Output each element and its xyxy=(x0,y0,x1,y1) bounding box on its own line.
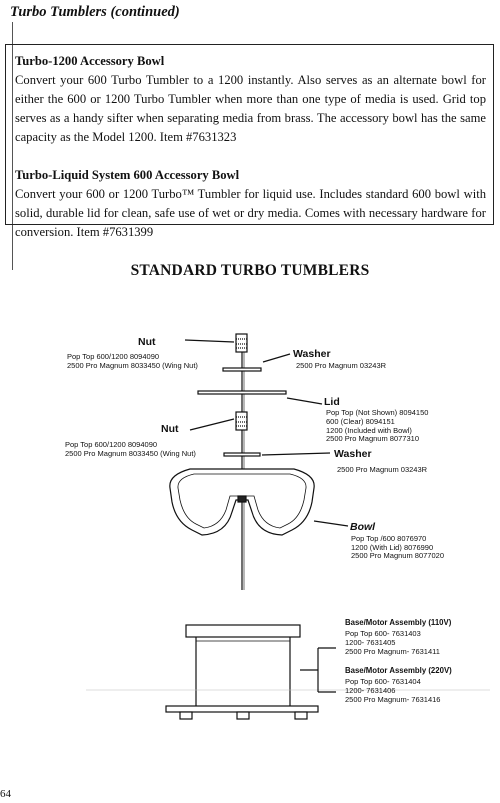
label-nut-top: Nut xyxy=(138,336,156,348)
top-nut xyxy=(236,334,247,352)
label-nut-top-line1: Pop Top 600/1200 8094090 xyxy=(67,352,160,361)
label-nut-lower-line1: Pop Top 600/1200 8094090 xyxy=(65,440,158,449)
label-base-110v: Base/Motor Assembly (110V) xyxy=(345,618,452,627)
label-base-220v: Base/Motor Assembly (220V) xyxy=(345,666,452,675)
diagram-title: STANDARD TURBO TUMBLERS xyxy=(130,262,370,279)
page-number: 64 xyxy=(0,788,11,800)
label-washer-lower-line1: 2500 Pro Magnum 03243R xyxy=(337,465,428,474)
label-nut-lower-line2: 2500 Pro Magnum 8033450 (Wing Nut) xyxy=(65,449,196,458)
tumbler-exploded-diagram xyxy=(0,300,500,740)
label-bowl: Bowl xyxy=(350,521,376,533)
label-lid-line3: 1200 (Included with Bowl) xyxy=(326,426,412,435)
accessory-box xyxy=(5,44,494,239)
label-washer-lower: Washer xyxy=(334,448,372,460)
label-bowl-line1: Pop Top /600 8076970 xyxy=(351,534,427,543)
section-body-liquid-system: Convert your 600 or 1200 Turbo™ Tumbler for liquid use. Includes standard 600 bowl with solid, durable lid for clean, safe use of wet or dry media. Comes with necessary hardware for conversion. Item #7631399 xyxy=(15,187,486,239)
label-base-220v-line1: Pop Top 600- 7631404 xyxy=(345,677,421,686)
section-heading-liquid-system: Turbo-Liquid System 600 Accessory Bowl xyxy=(15,168,240,182)
label-base-110v-line1: Pop Top 600- 7631403 xyxy=(345,629,421,638)
lower-nut xyxy=(236,412,247,430)
label-washer-top: Washer xyxy=(293,348,331,360)
label-lid-line1: Pop Top (Not Shown) 8094150 xyxy=(326,408,429,417)
lid-plate xyxy=(198,391,286,394)
upper-washer xyxy=(223,368,261,371)
label-nut-lower: Nut xyxy=(161,423,179,435)
label-base-110v-line3: 2500 Pro Magnum- 7631411 xyxy=(345,647,440,656)
label-lid-line2: 600 (Clear) 8094151 xyxy=(326,417,395,426)
label-washer-top-line1: 2500 Pro Magnum 03243R xyxy=(296,361,387,370)
section-heading-1200-bowl: Turbo-1200 Accessory Bowl xyxy=(15,54,165,68)
section-body-1200-bowl: Convert your 600 Turbo Tumbler to a 1200 instantly. Also serves as an alternate bowl for either the 600 or 1200 Turbo Tumbler when more than one type of media is used. Grid top serves as a handy sifter when separating media from brass. The accessory bowl has the same capacity as the Model 1200. Item #7631323 xyxy=(15,73,486,144)
lower-washer xyxy=(224,453,260,456)
base-plate xyxy=(166,706,318,712)
motor-top-plate xyxy=(186,625,300,637)
label-lid-line4: 2500 Pro Magnum 8077310 xyxy=(326,434,419,443)
label-bowl-line3: 2500 Pro Magnum 8077020 xyxy=(351,551,444,560)
label-lid: Lid xyxy=(324,396,340,408)
label-base-220v-line2: 1200- 7631406 xyxy=(345,686,396,695)
label-bowl-line2: 1200 (With Lid) 8076990 xyxy=(351,543,434,552)
label-nut-top-line2: 2500 Pro Magnum 8033450 (Wing Nut) xyxy=(67,361,198,370)
page-header: Turbo Tumblers (continued) xyxy=(10,4,180,20)
label-base-110v-line2: 1200- 7631405 xyxy=(345,638,396,647)
label-base-220v-line3: 2500 Pro Magnum- 7631416 xyxy=(345,695,441,704)
